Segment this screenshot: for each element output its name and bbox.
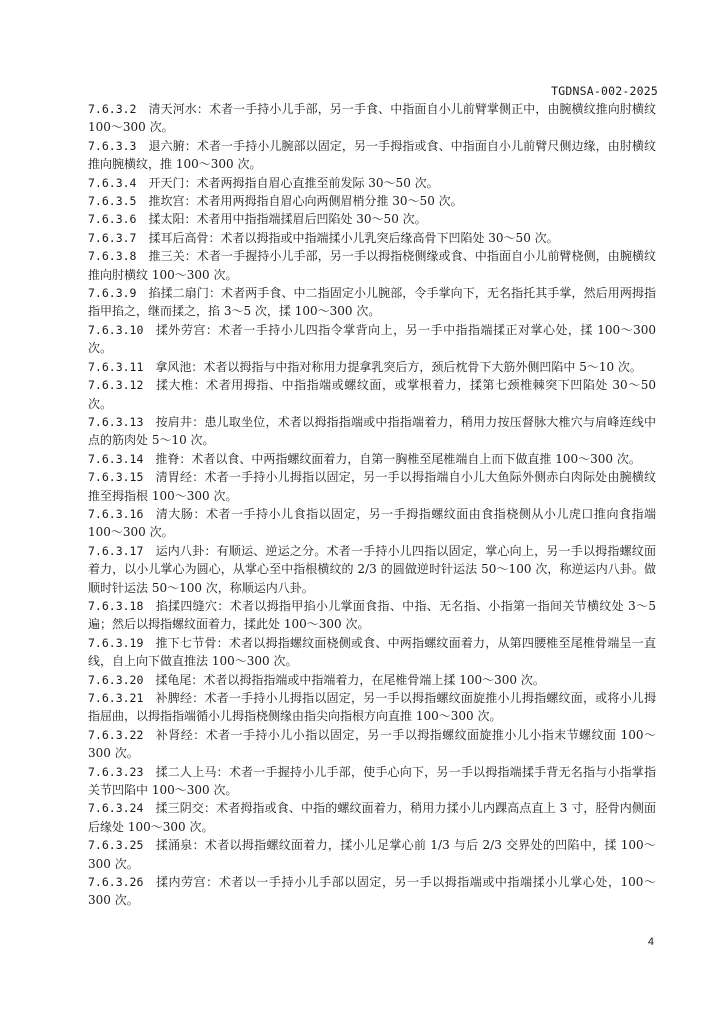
paragraph (88, 358, 656, 376)
clause-number: 7.6.3.4 (88, 175, 137, 190)
clause-number: 7.6.3.20 (88, 672, 144, 687)
clause-number: 7.6.3.22 (88, 727, 144, 742)
document-code: TGDNSA-002-2025 (551, 84, 658, 98)
paragraph (88, 192, 656, 210)
clause-number: 7.6.3.23 (88, 764, 144, 779)
paragraph (88, 413, 656, 450)
clause-number: 7.6.3.10 (88, 322, 144, 337)
clause-number: 7.6.3.21 (88, 691, 144, 705)
clause-number: 7.6.3.2 (88, 102, 137, 116)
paragraph (88, 376, 656, 413)
clause-text: 揉耳后高骨：术者以拇指或中指端揉小儿乳突后缘高骨下凹陷处 30～50 次。 (148, 230, 559, 245)
page-number: 4 (647, 936, 654, 948)
paragraph (88, 836, 656, 873)
clause-text: 推下七节骨：术者以拇指螺纹面桡侧或食、中两指螺纹面着力，从第四腰椎至尾椎骨端呈一直线，自上向下做直推法 100～300 次。 (88, 635, 656, 669)
clause-text: 运内八卦：有顺运、逆运之分。术者一手持小儿四指以固定，掌心向上，另一手以拇指螺纹面着力，以小儿掌心为圆心，从掌心至中指根横纹的 2/3 的圆做逆时针运法 50～100 次，称逆运内八卦。做顺时针运法 50～100 次，称顺运内八卦。 (88, 543, 656, 595)
clause-text: 揉大椎：术者用拇指、中指指端或螺纹面，或掌根着力，揉第七颈椎棘突下凹陷处 30～50 次。 (88, 378, 656, 411)
paragraph (88, 229, 656, 247)
clause-number: 7.6.3.18 (88, 598, 144, 613)
clause-text: 揉太阳：术者用中指指端揉眉后凹陷处 30～50 次。 (148, 212, 427, 227)
clause-text: 揉三阴交：术者拇指或食、中指的螺纹面着力，稍用力揉小儿内踝高点直上 3 寸，胫骨内侧面后缘处 100～300 次。 (88, 801, 656, 834)
paragraph (88, 247, 656, 284)
paragraph (88, 137, 656, 174)
clause-text: 推坎宫：术者用两拇指自眉心向两侧眉梢分推 30～50 次。 (148, 194, 463, 209)
paragraph (88, 726, 656, 763)
paragraph (88, 468, 656, 505)
clause-number: 7.6.3.24 (88, 801, 144, 816)
document-body (88, 100, 656, 910)
paragraph (88, 597, 656, 634)
clause-number: 7.6.3.11 (88, 359, 144, 374)
clause-number: 7.6.3.5 (88, 194, 137, 209)
clause-text: 按肩井：患儿取坐位，术者以拇指指端或中指指端着力，稍用力按压督脉大椎穴与肩峰连线中点的筋肉处 5～10 次。 (88, 414, 656, 448)
paragraph (88, 450, 656, 468)
clause-number: 7.6.3.17 (88, 543, 144, 558)
clause-number: 7.6.3.6 (88, 212, 137, 227)
clause-text: 掐揉四缝穴：术者以拇指甲掐小儿掌面食指、中指、无名指、小指第一指间关节横纹处 3～5 遍；然后以拇指螺纹面着力，揉此处 100～300 次。 (88, 598, 656, 632)
clause-number: 7.6.3.3 (88, 138, 137, 153)
paragraph (88, 284, 656, 321)
clause-text: 清天河水：术者一手持小儿手部，另一手食、中指面自小儿前臂掌侧正中，由腕横纹推向肘横纹 100～300 次。 (88, 102, 656, 135)
clause-number: 7.6.3.9 (88, 286, 137, 301)
clause-number: 7.6.3.14 (88, 451, 144, 466)
clause-number: 7.6.3.19 (88, 635, 144, 650)
clause-text: 推三关：术者一手握持小儿手部，另一手以拇指桡侧缘或食、中指面自小儿前臂桡侧，由腕横纹推向肘横纹 100～300 次。 (88, 249, 656, 282)
clause-number: 7.6.3.16 (88, 506, 144, 521)
clause-text: 拿风池：术者以拇指与中指对称用力提拿乳突后方，颈后枕骨下大筋外侧凹陷中 5～10 次。 (155, 359, 642, 374)
clause-text: 推脊：术者以食、中两指螺纹面着力，自第一胸椎至尾椎端自上而下做直推 100～300 次。 (155, 451, 641, 466)
clause-text: 清胃经：术者一手持小儿拇指以固定，另一手以拇指端自小儿大鱼际外侧赤白肉际处由腕横纹推至拇指根 100～300 次。 (88, 470, 656, 503)
paragraph (88, 210, 656, 228)
clause-text: 揉龟尾：术者以拇指指端或中指端着力，在尾椎骨端上揉 100～300 次。 (155, 672, 545, 687)
clause-text: 揉涌泉：术者以拇指螺纹面着力，揉小儿足掌心前 1/3 与后 2/3 交界处的凹陷中，揉 100～300 次。 (88, 838, 656, 871)
clause-number: 7.6.3.13 (88, 414, 144, 429)
clause-text: 补脾经：术者一手持小儿拇指以固定，另一手以拇指螺纹面旋推小儿拇指螺纹面，或将小儿拇指屈曲，以拇指指端循小儿拇指桡侧缘由指尖向指根方向直推 100～300 次。 (88, 691, 656, 724)
clause-number: 7.6.3.25 (88, 838, 144, 853)
paragraph (88, 505, 656, 542)
clause-text: 揉内劳宫：术者以一手持小儿手部以固定，另一手以拇指端或中指端揉小儿掌心处，100～300 次。 (88, 875, 656, 908)
paragraph (88, 873, 656, 910)
clause-text: 揉外劳宫：术者一手持小儿四指令掌背向上，另一手中指指端揉正对掌心处，揉 100～300 次。 (88, 322, 656, 356)
clause-text: 揉二人上马：术者一手握持小儿手部，使手心向下，另一手以拇指端揉手背无名指与小指掌指关节凹陷中 100～300 次。 (88, 764, 656, 798)
paragraph (88, 542, 656, 597)
paragraph (88, 321, 656, 358)
clause-text: 退六腑：术者一手持小儿腕部以固定，另一手拇指或食、中指面自小儿前臂尺侧边缘，由肘横纹推向腕横纹，推 100～300 次。 (88, 138, 656, 172)
paragraph (88, 799, 656, 836)
paragraph (88, 763, 656, 800)
clause-text: 补肾经：术者一手持小儿小指以固定，另一手以拇指螺纹面旋推小儿小指末节螺纹面 100～300 次。 (88, 727, 656, 761)
clause-number: 7.6.3.8 (88, 249, 137, 264)
clause-text: 掐揉二扇门：术者两手食、中二指固定小儿腕部，令手掌向下，无名指托其手掌，然后用两拇指指甲掐之，继而揉之，掐 3～5 次，揉 100～300 次。 (88, 286, 656, 319)
paragraph (88, 671, 656, 689)
clause-number: 7.6.3.7 (88, 230, 137, 245)
clause-number: 7.6.3.26 (88, 875, 144, 890)
clause-number: 7.6.3.12 (88, 378, 144, 393)
paragraph (88, 174, 656, 192)
paragraph (88, 100, 656, 137)
paragraph (88, 689, 656, 726)
clause-text: 清大肠：术者一手持小儿食指以固定，另一手拇指螺纹面由食指桡侧从小儿虎口推向食指端 100～300 次。 (88, 506, 656, 540)
paragraph (88, 634, 656, 671)
clause-number: 7.6.3.15 (88, 470, 144, 485)
clause-text: 开天门：术者两拇指自眉心直推至前发际 30～50 次。 (148, 175, 439, 190)
